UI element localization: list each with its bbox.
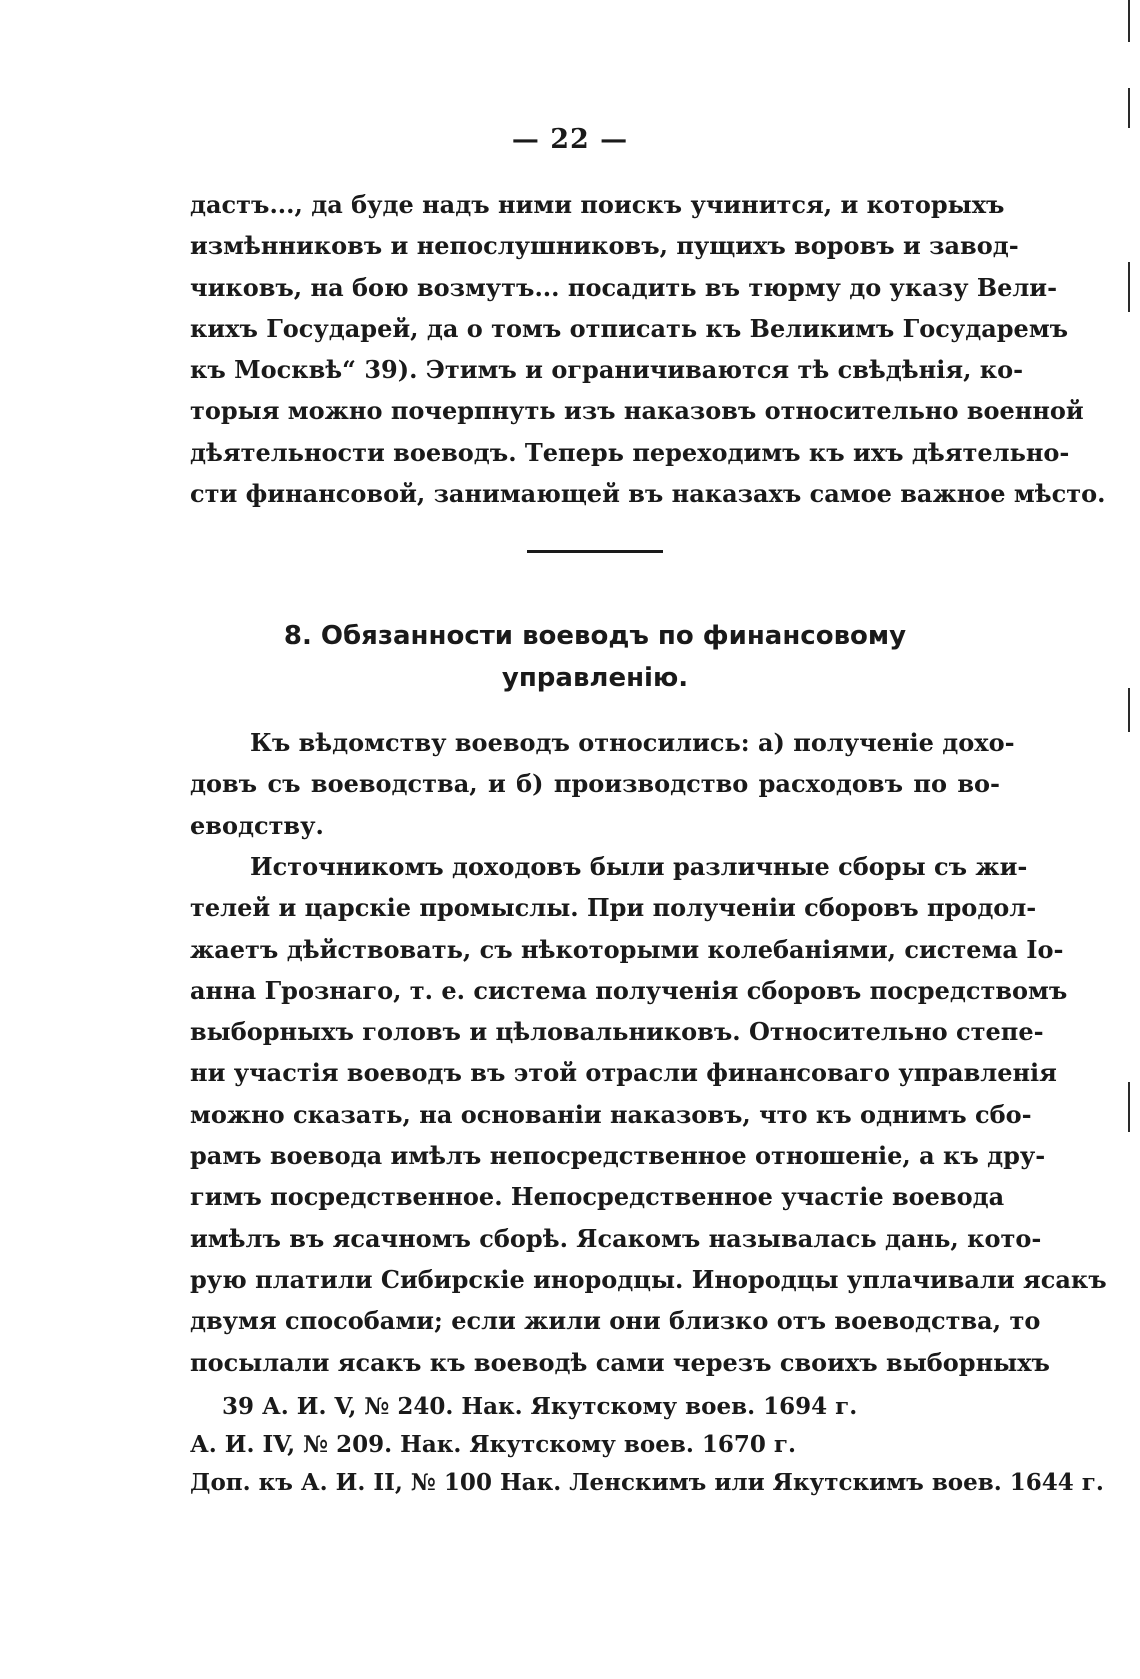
footnote-line: Доп. къ А. И. II, № 100 Нак. Ленскимъ или Якутскимъ воев. 1644 г. xyxy=(190,1469,1104,1496)
scan-edge-mark xyxy=(1128,88,1130,128)
text-line: измѣнниковъ и непослушниковъ, пущихъ воровъ и завод- xyxy=(190,231,1019,261)
text-line: гимъ посредственное. Непосредственное участіе воевода xyxy=(190,1182,1005,1212)
text-line: посылали ясакъ къ воеводѣ сами черезъ своихъ выборныхъ xyxy=(190,1347,1050,1377)
text-line: сти финансовой, занимающей въ наказахъ самое важное мѣсто. xyxy=(190,479,1106,509)
text-line: жаетъ дѣйствовать, съ нѣкоторыми колебаніями, система Іо- xyxy=(190,934,1064,964)
text-line: торыя можно почерпнуть изъ наказовъ относительно военной xyxy=(190,396,1084,426)
text-line: Источникомъ доходовъ были различные сборы съ жи- xyxy=(250,852,1028,881)
text-line: довъ съ воеводства, и б) производство расходовъ по во- xyxy=(190,769,1000,799)
text-line: двумя способами; если жили они близко отъ воеводства, то xyxy=(190,1306,1041,1336)
section-heading-line: 8. Обязанности воеводъ по финансовому xyxy=(283,621,907,651)
text-line: Къ вѣдомству воеводъ относились: а) полученіе дохо- xyxy=(250,728,1015,757)
section-heading-line: управленію. xyxy=(501,663,689,693)
paragraph-vedomstvo xyxy=(190,722,1015,846)
scan-edge-mark xyxy=(1128,1082,1130,1132)
paragraph-istochnikom xyxy=(190,846,1107,1383)
page-number: — 22 — xyxy=(511,124,629,155)
footnote-line: А. И. IV, № 209. Нак. Якутскому воев. 1670 г. xyxy=(190,1431,796,1458)
text-line: выборныхъ головъ и цѣловальниковъ. Относительно степе- xyxy=(190,1017,1044,1047)
text-line: телей и царскіе промыслы. При полученіи сборовъ продол- xyxy=(190,893,1037,923)
text-line: имѣлъ въ ясачномъ сборѣ. Ясакомъ называлась дань, кото- xyxy=(190,1223,1042,1253)
text-line: дѣятельности воеводъ. Теперь переходимъ къ ихъ дѣятельно- xyxy=(190,437,1070,467)
scan-edge-mark xyxy=(1128,0,1130,42)
text-line: еводству. xyxy=(190,810,324,840)
section-divider xyxy=(527,550,663,553)
text-line: рамъ воевода имѣлъ непосредственное отношеніе, а къ дру- xyxy=(190,1141,1046,1171)
text-line: рую платили Сибирскіе инородцы. Инородцы уплачивали ясакъ xyxy=(190,1264,1107,1294)
footnote-39: 39 А. И. V, № 240. Нак. Якутскому воев. 1694 г. xyxy=(222,1393,858,1420)
text-line: ни участія воеводъ въ этой отрасли финансоваго управленія xyxy=(190,1058,1057,1088)
footnotes xyxy=(190,1388,1104,1502)
paragraph-continued xyxy=(190,184,1106,514)
text-line: кихъ Государей, да о томъ отписать къ Великимъ Государемъ xyxy=(190,313,1069,343)
section-heading xyxy=(190,615,1000,699)
scan-edge-mark xyxy=(1128,262,1130,312)
text-line: къ Москвѣ“ 39). Этимъ и ограничиваются тѣ свѣдѣнія, ко- xyxy=(190,355,1024,385)
text-line: чиковъ, на бою возмутъ... посадить въ тюрму до указу Вели- xyxy=(190,272,1058,302)
scan-edge-mark xyxy=(1128,688,1130,732)
text-line: дастъ..., да буде надъ ними поискъ учинится, и которыхъ xyxy=(190,190,1005,219)
text-line: можно сказать, на основаніи наказовъ, что къ однимъ сбо- xyxy=(190,1099,1032,1129)
text-line: анна Грознаго, т. е. система полученія сборовъ посредствомъ xyxy=(190,975,1068,1005)
